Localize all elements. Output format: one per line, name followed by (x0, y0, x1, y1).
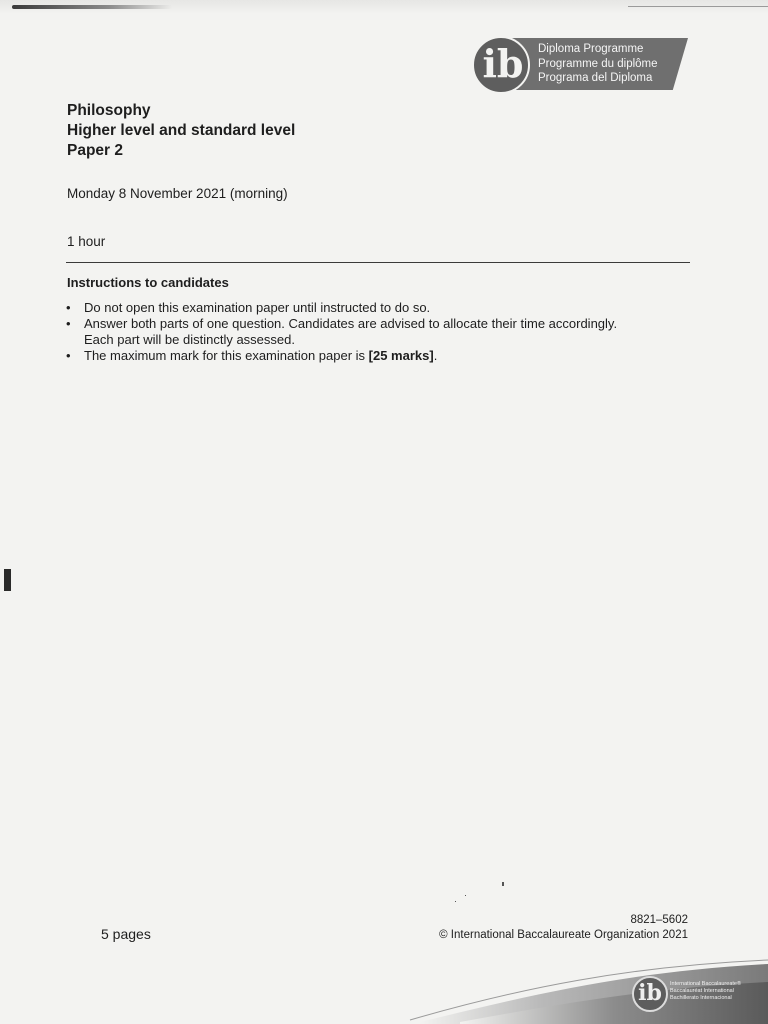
instruction-item (66, 348, 696, 364)
level-title: Higher level and standard level (67, 122, 296, 139)
subject-title: Philosophy (67, 102, 151, 119)
instruction-text: Answer both parts of one question. Candidates are advised to allocate their time accordingly. (84, 316, 618, 331)
footer-org-names (670, 981, 741, 1002)
scan-line (628, 6, 768, 7)
max-marks: [25 marks] (368, 348, 434, 363)
ib-diploma-logo (470, 36, 692, 94)
ib-footer-glyph-icon: ib (638, 980, 662, 1006)
logo-line-english: Diploma Programme (538, 43, 644, 55)
instruction-text-end: . (433, 348, 438, 363)
bullet-icon: • (66, 316, 71, 331)
exam-duration: 1 hour (67, 234, 106, 249)
ib-glyph-icon: ib (482, 41, 524, 86)
org-name-spanish: Bachillerato Internacional (670, 995, 732, 1001)
scan-streak (12, 5, 172, 9)
instructions-list (66, 300, 696, 364)
instruction-continuation: Each part will be distinctly assessed. (84, 332, 295, 347)
bullet-icon: • (66, 300, 71, 315)
paper-code: 8821–5602 (630, 914, 688, 926)
divider (66, 262, 690, 263)
logo-text (538, 42, 658, 86)
exam-date: Monday 8 November 2021 (morning) (67, 186, 288, 201)
instruction-text: Do not open this examination paper until instructed to do so. (84, 300, 431, 315)
org-name-english: International Baccalaureate® (670, 981, 742, 987)
logo-line-french: Programme du diplôme (538, 57, 658, 70)
instruction-text: The maximum mark for this examination paper is (84, 348, 369, 363)
instructions-heading: Instructions to candidates (67, 275, 229, 290)
page-count: 5 pages (101, 926, 151, 942)
copyright: © International Baccalaureate Organization 2021 (439, 929, 688, 941)
logo-line-spanish: Programa del Diploma (538, 72, 653, 84)
org-name-french: Baccalauréat International (670, 988, 734, 994)
scan-margin-mark (4, 569, 11, 591)
paper-title: Paper 2 (67, 142, 124, 159)
instruction-item (66, 316, 696, 348)
exam-title (67, 101, 295, 161)
bullet-icon: • (66, 348, 71, 363)
instruction-item (66, 300, 696, 316)
